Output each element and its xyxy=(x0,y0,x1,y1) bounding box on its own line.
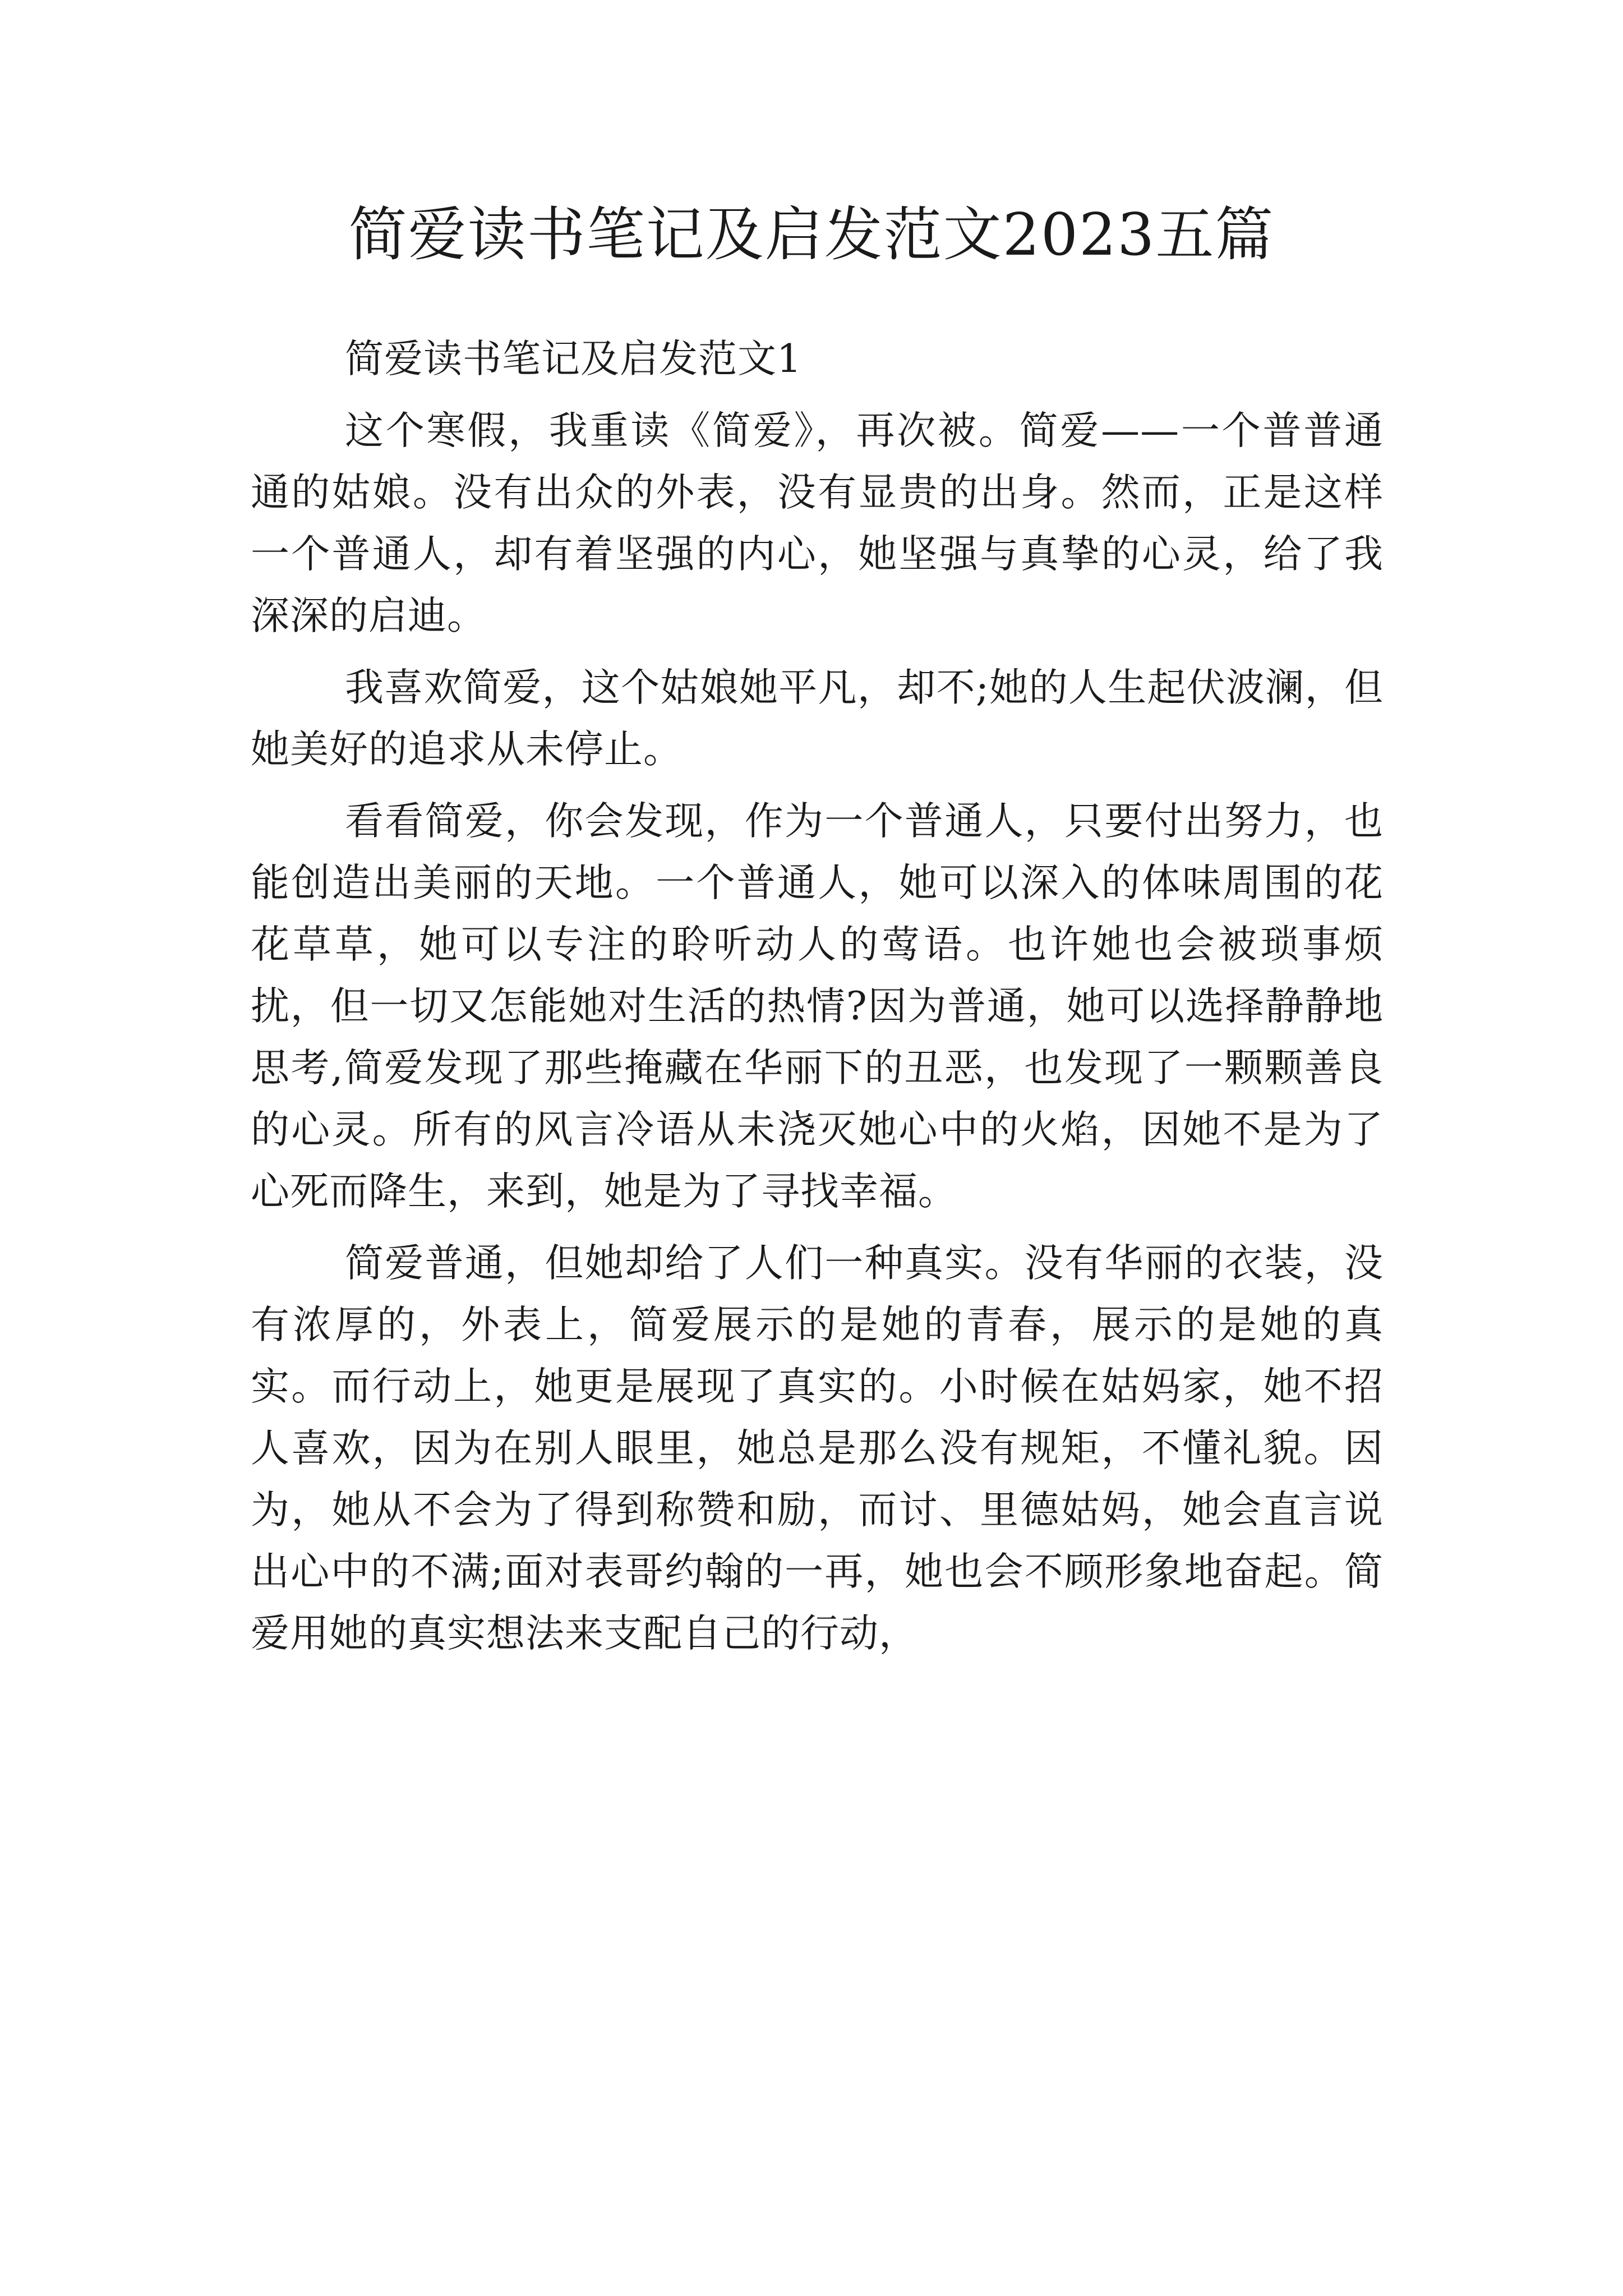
paragraph: 这个寒假，我重读《简爱》，再次被。简爱——一个普普通通的姑娘。没有出众的外表，没有显贵的出身。然而，正是这样一个普通人，却有着坚强的内心，她坚强与真挚的心灵，给了我深深的启迪。 xyxy=(251,408,1384,638)
paragraph: 简爱普通，但她却给了人们一种真实。没有华丽的衣装，没有浓厚的，外表上，简爱展示的是她的青春，展示的是她的真实。而行动上，她更是展现了真实的。小时候在姑妈家，她不招人喜欢，因为在别人眼里，她总是那么没有规矩，不懂礼貌。因为，她从不会为了得到称赞和励，而讨、里德姑妈，她会直言说出心中的不满;面对表哥约翰的一再，她也会不顾形象地奋起。简爱用她的真实想法来支配自己的行动， xyxy=(251,1241,1384,1656)
paragraph: 看看简爱，你会发现，作为一个普通人，只要付出努力，也能创造出美丽的天地。一个普通人，她可以深入的体味周围的花花草草，她可以专注的聆听动人的莺语。也许她也会被琐事烦扰，但一切又怎能她对生活的热情?因为普通，她可以选择静静地思考,简爱发现了那些掩藏在华丽下的丑恶，也发现了一颗颗善良的心灵。所有的风言冷语从未浇灭她心中的火焰，因她不是为了心死而降生，来到，她是为了寻找幸福。 xyxy=(251,799,1384,1214)
paragraph: 我喜欢简爱，这个姑娘她平凡，却不;她的人生起伏波澜，但她美好的追求从未停止。 xyxy=(251,665,1384,772)
document-title: 简爱读书笔记及启发范文2023五篇 xyxy=(348,200,1275,269)
section-heading: 简爱读书笔记及启发范文1 xyxy=(345,337,802,381)
document-body xyxy=(251,328,1384,1674)
